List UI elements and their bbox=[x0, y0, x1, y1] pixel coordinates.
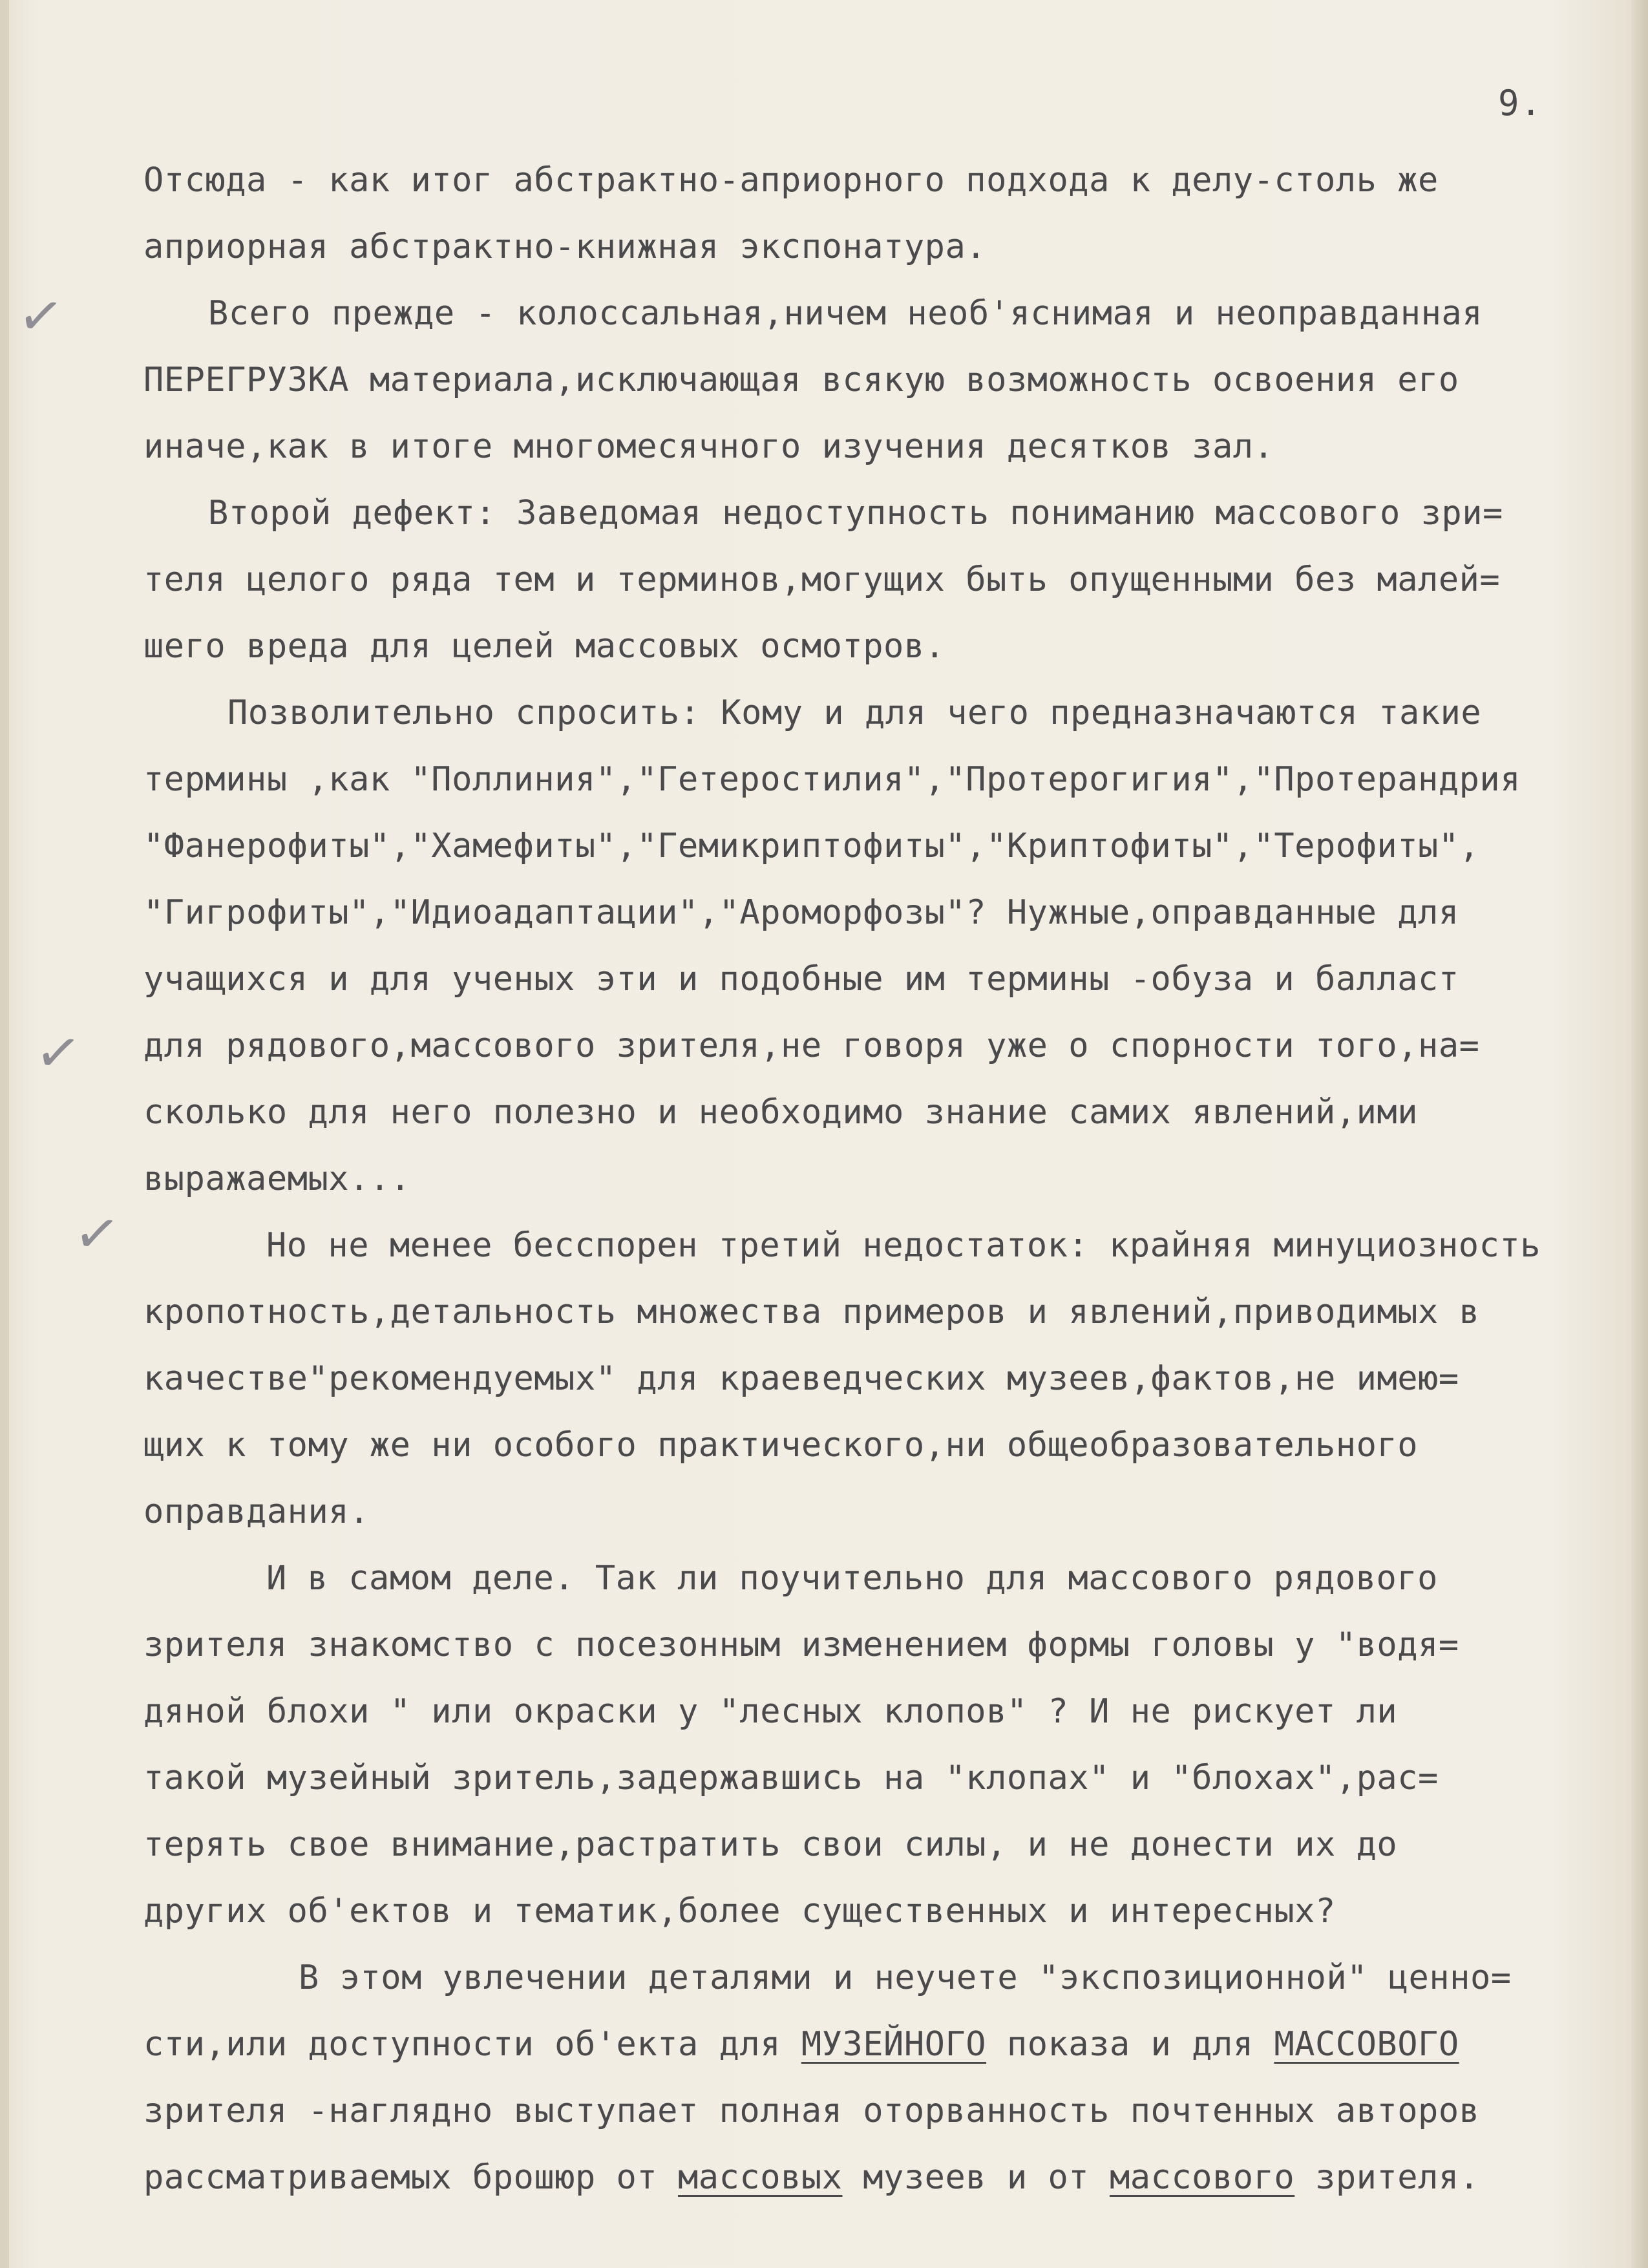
text-line: И в самом деле. Так ли поучительно для массового рядового bbox=[266, 1559, 1438, 1598]
page-number: 9. bbox=[1498, 83, 1543, 123]
text-line: учащихся и для ученых эти и подобные им термины -обуза и балласт bbox=[143, 960, 1459, 999]
text-line: Но не менее бесспорен третий недостаток: крайняя минуциозность bbox=[266, 1226, 1541, 1265]
margin-check-icon: ✓ bbox=[70, 1199, 124, 1269]
text-line: В этом увлечении деталями и неучете "экспозиционной" ценно= bbox=[299, 1958, 1512, 1997]
text-line: выражаемых... bbox=[143, 1160, 411, 1198]
text-line: иначе,как в итоге многомесячного изучения десятков зал. bbox=[143, 427, 1274, 466]
text-line: сколько для него полезно и необходимо знание самих явлений,ими bbox=[143, 1093, 1419, 1132]
text-line: терять свое внимание,растратить свои силы, и не донести их до bbox=[143, 1825, 1398, 1864]
text-line: шего вреда для целей массовых осмотров. bbox=[143, 627, 945, 666]
text-line: термины ,как "Поллиния","Гетеростилия","Протерогигия","Протерандрия bbox=[143, 760, 1521, 799]
text-line: зрителя знакомство с посезонным изменением формы головы у "водя= bbox=[143, 1626, 1459, 1664]
text-line: сти,или доступности об'екта для МУЗЕЙНОГО показа и для МАССОВОГО bbox=[143, 2025, 1459, 2064]
text-line: "Гигрофиты","Идиоадаптации","Ароморфозы"? Нужные,оправданные для bbox=[143, 893, 1459, 932]
text-line: других об'ектов и тематик,более существенных и интересных? bbox=[143, 1892, 1336, 1931]
page-edge-right bbox=[1631, 0, 1648, 2268]
text-line: зрителя -наглядно выступает полная оторванность почтенных авторов bbox=[143, 2092, 1480, 2130]
text-line: Позволительно спросить: Кому и для чего предназначаются такие bbox=[227, 694, 1482, 732]
text-line: рассматриваемых брошюр от массовых музеев и от массового зрителя. bbox=[143, 2158, 1480, 2197]
margin-check-icon: ✓ bbox=[31, 1018, 85, 1088]
text-line: Второй дефект: Заведомая недоступность пониманию массового зри= bbox=[208, 494, 1503, 533]
text-line: дяной блохи " или окраски у "лесных клопов" ? И не рискует ли bbox=[143, 1692, 1398, 1731]
text-line: щих к тому же ни особого практического,ни общеобразовательного bbox=[143, 1426, 1419, 1465]
text-line: априорная абстрактно-книжная экспонатура. bbox=[143, 228, 987, 266]
typed-text-body bbox=[143, 147, 1604, 2211]
text-line: для рядового,массового зрителя,не говоря уже о спорности того,на= bbox=[143, 1026, 1480, 1065]
text-line: Отсюда - как итог абстрактно-априорного подхода к делу-столь же bbox=[143, 161, 1439, 200]
text-line: теля целого ряда тем и терминов,могущих быть опущенными без малей= bbox=[143, 560, 1501, 599]
text-line: ПЕРЕГРУЗКА материала,исключающая всякую возможность освоения его bbox=[143, 361, 1459, 399]
margin-check-icon: ✓ bbox=[14, 281, 68, 351]
text-line: такой музейный зритель,задержавшись на "клопах" и "блохах",рас= bbox=[143, 1759, 1439, 1797]
text-line: качестве"рекомендуемых" для краеведческих музеев,фактов,не имею= bbox=[143, 1359, 1459, 1398]
text-line: кропотность,детальность множества примеров и явлений,приводимых в bbox=[143, 1293, 1480, 1331]
text-line: оправдания. bbox=[143, 1492, 370, 1531]
page-edge-left bbox=[0, 0, 9, 2268]
text-line: "Фанерофиты","Хамефиты","Гемикриптофиты","Криптофиты","Терофиты", bbox=[143, 827, 1480, 865]
text-line: Всего прежде - колоссальная,ничем необ'яснимая и неоправданная bbox=[208, 294, 1483, 333]
